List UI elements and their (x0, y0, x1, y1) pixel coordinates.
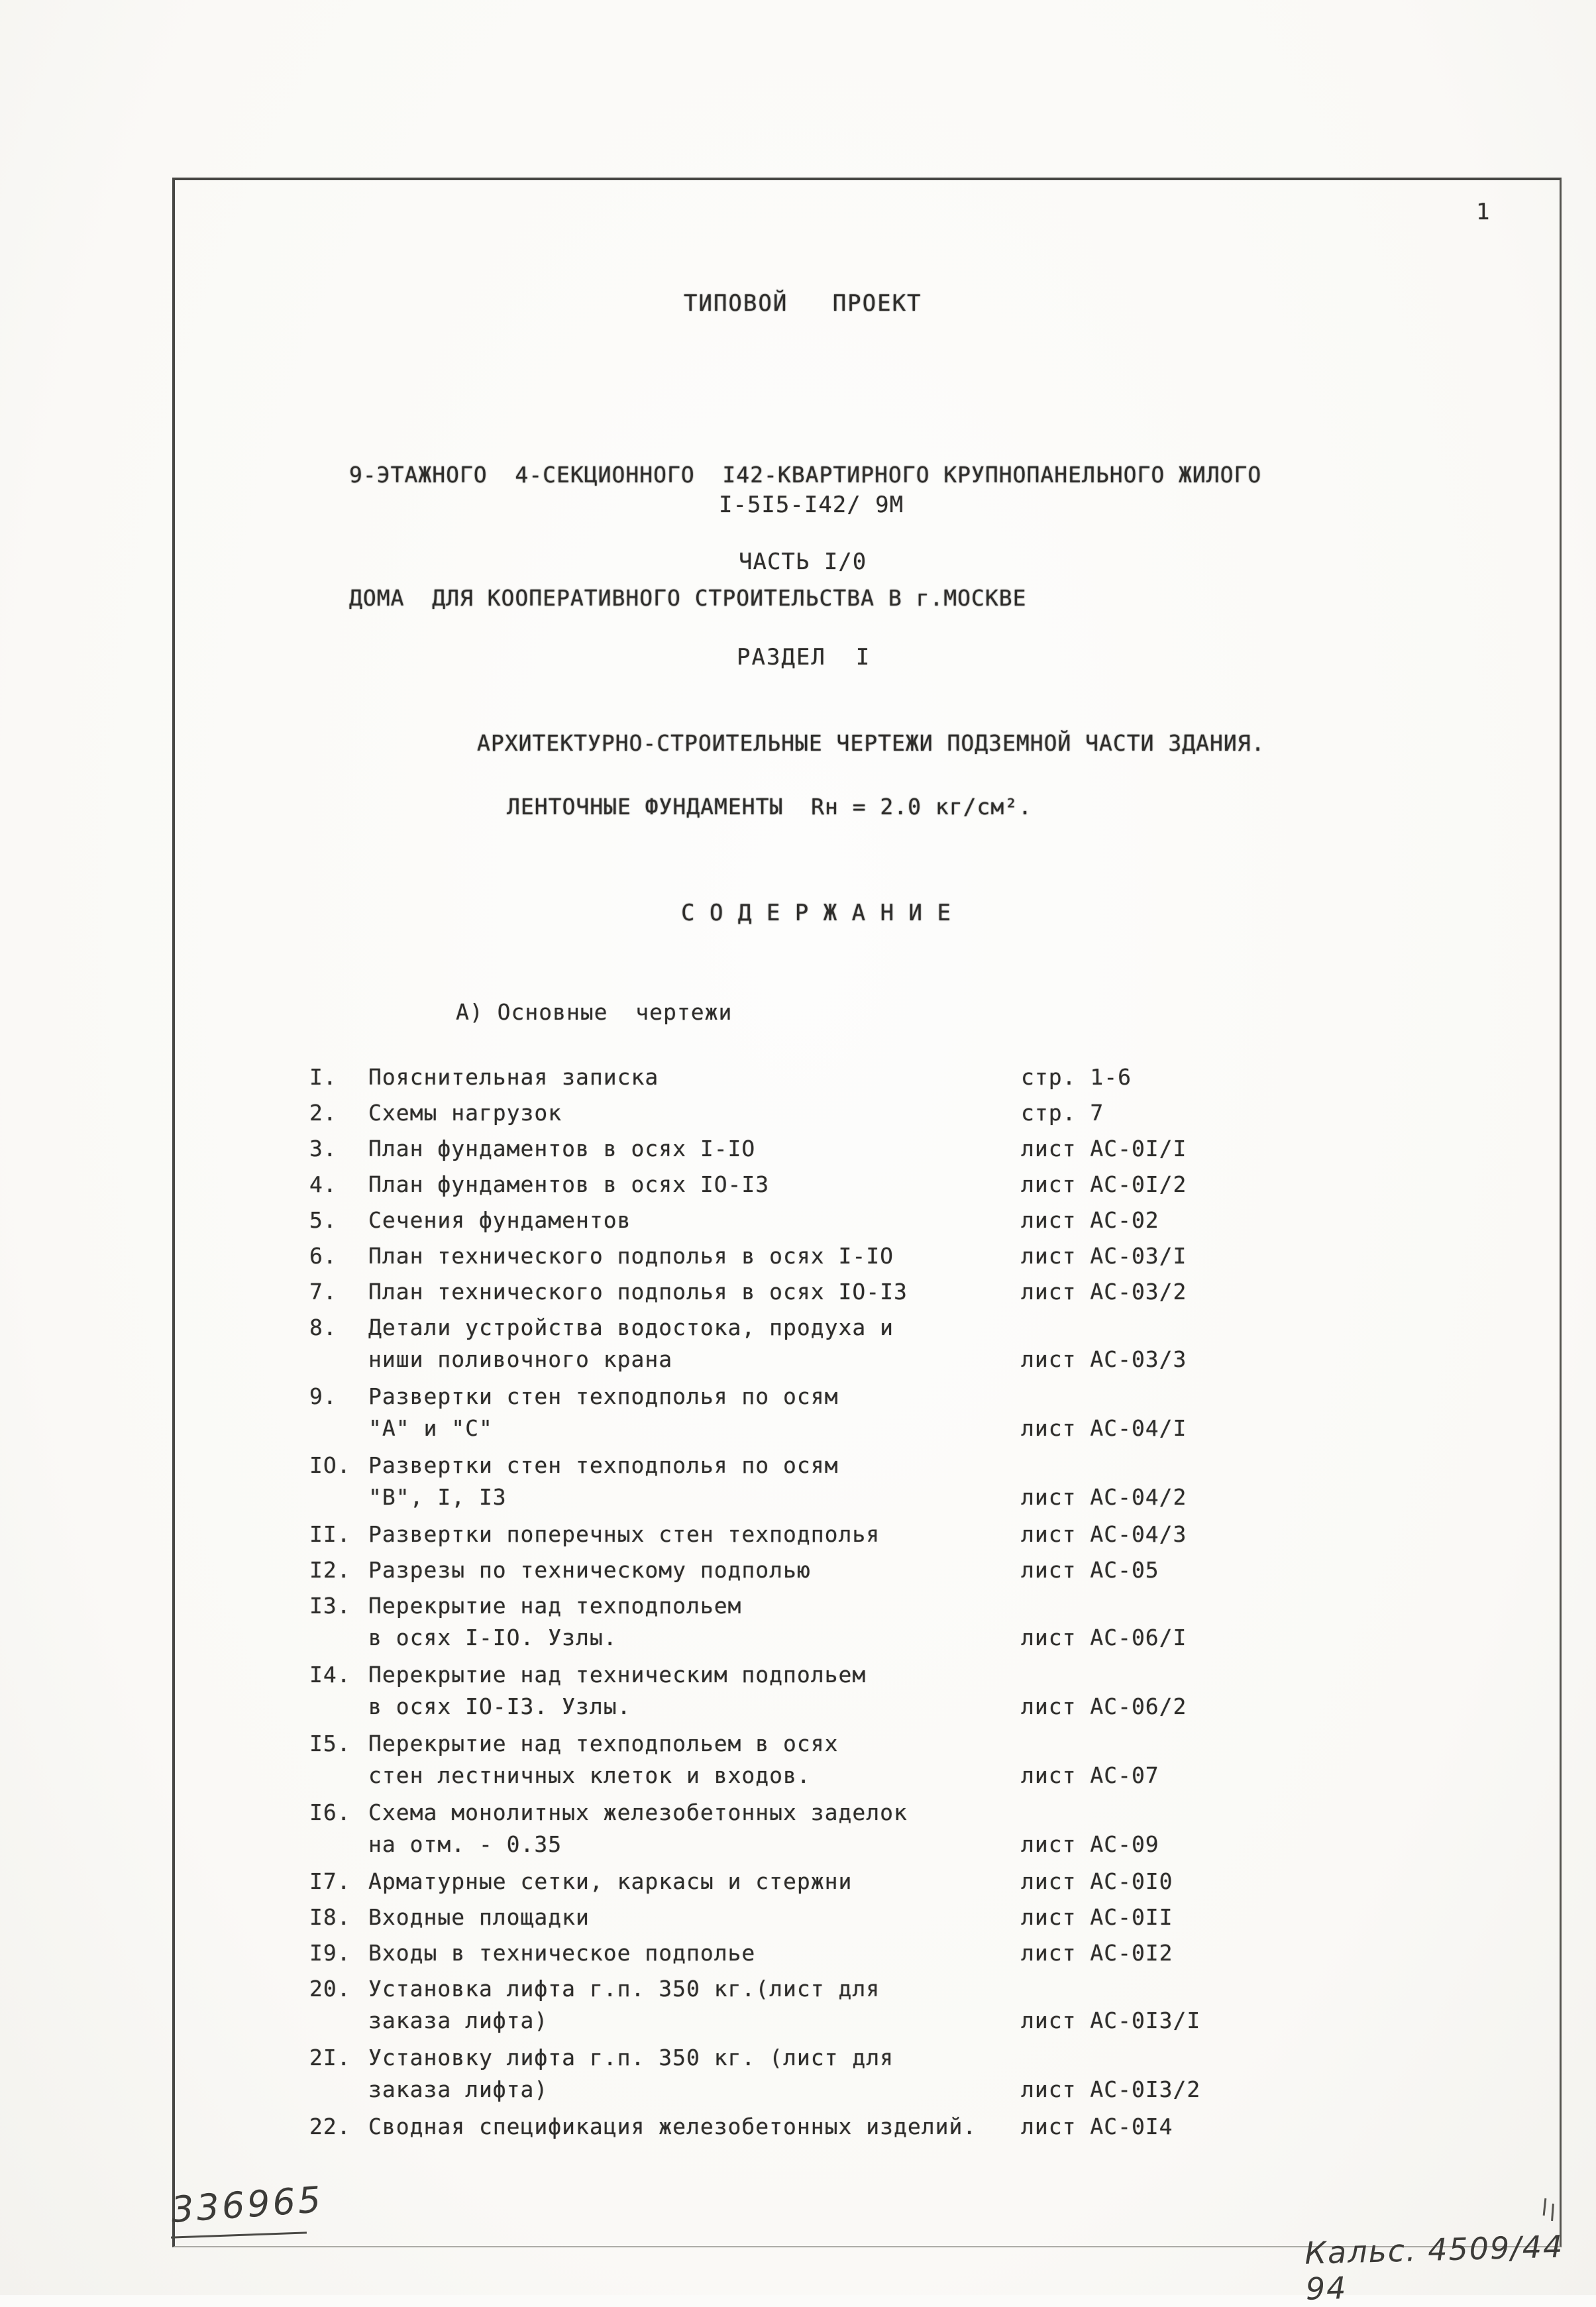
toc-item (309, 1554, 1555, 1586)
toc-item-sheet-ref: лист АС-06/2 (1021, 1693, 1187, 1719)
toc-item-title (368, 1240, 1021, 1272)
toc-item-sheet-ref: лист АС-0I4 (1021, 2114, 1173, 2139)
toc-item (309, 1381, 1555, 1444)
handwritten-note: Кальс. 4509/44 94 (1304, 2228, 1564, 2307)
toc-item-title-line2: в осях IO-I3. Узлы. (368, 1693, 631, 1719)
toc-item-title-line1: Перекрытие над техподпольем в осях (368, 1731, 839, 1756)
toc-item-title (368, 1973, 1021, 2037)
toc-item-sheet-ref: лист АС-04/2 (1021, 1484, 1187, 1510)
toc-item-number: 4. (309, 1171, 337, 1197)
toc-item-title (368, 1133, 1021, 1165)
toc-item-sheet-ref: лист АС-09 (1021, 1831, 1159, 1857)
toc-item-sheet-ref: лист АС-0I0 (1021, 1868, 1173, 1894)
toc-item-title (368, 1312, 1021, 1375)
section-title: АРХИТЕКТУРНО-СТРОИТЕЛЬНЫЕ ЧЕРТЕЖИ ПОДЗЕМНОЙ ЧАСТИ ЗДАНИЯ. (477, 730, 1265, 756)
toc-item (309, 1902, 1555, 1933)
toc-item-number: 9. (309, 1383, 337, 1409)
toc-item-title-line2: на отм. - 0.35 (368, 1831, 562, 1857)
toc-item-sheet-ref: стр. 7 (1021, 1100, 1104, 1126)
toc-item-title-line2: заказа лифта) (368, 2076, 549, 2102)
toc-item-title-line1: Арматурные сетки, каркасы и стержни (368, 1868, 853, 1894)
handwritten-inventory-number: 336965 (170, 2178, 325, 2231)
toc-item-title-line1: План фундаментов в осях IO-I3 (368, 1171, 770, 1197)
toc-item-sheet-ref: лист АС-04/I (1021, 1415, 1187, 1441)
toc-item (309, 1973, 1555, 2037)
toc-item-sheet-ref: лист АС-03/3 (1021, 1346, 1187, 1372)
toc-item (309, 1133, 1555, 1165)
contents-title: С О Д Е Р Ж А Н И Е (681, 900, 951, 926)
pen-marks (1544, 2198, 1564, 2225)
toc-item (309, 1061, 1555, 1093)
toc-item-sheet-ref: лист АС-02 (1021, 1207, 1159, 1233)
toc-item (309, 1240, 1555, 1272)
toc-item-title (368, 1450, 1021, 1513)
toc-item-title (368, 1937, 1021, 1969)
toc-item (309, 1519, 1555, 1550)
toc-item-sheet-ref: лист АС-0I3/2 (1021, 2076, 1201, 2102)
toc-item (309, 1866, 1555, 1898)
toc-item-title-line1: Схемы нагрузок (368, 1100, 562, 1126)
toc-item-title-line2: заказа лифта) (368, 2008, 549, 2033)
toc-item (309, 1097, 1555, 1129)
toc-item-title-line1: Детали устройства водостока, продуха и (368, 1314, 894, 1340)
toc-item-sheet-ref: лист АС-05 (1021, 1557, 1159, 1583)
toc-item-title (368, 1519, 1021, 1550)
toc-item-title-line1: Установку лифта г.п. 350 кг. (лист для (368, 2045, 894, 2070)
toc-item-sheet-ref: стр. 1-6 (1021, 1064, 1132, 1090)
toc-item-title-line2: в осях I-IO. Узлы. (368, 1625, 617, 1650)
toc-item-title-line1: План технического подполья в осях IO-I3 (368, 1279, 908, 1305)
toc-item-title (368, 1659, 1021, 1723)
toc-item-sheet-ref: лист АС-0I3/I (1021, 2008, 1201, 2033)
toc-item (309, 2042, 1555, 2106)
toc-item-sheet-ref: лист АС-0I/2 (1021, 1171, 1187, 1197)
toc-item-sheet-ref: лист АС-0I/I (1021, 1136, 1187, 1161)
toc-item-title (368, 1728, 1021, 1792)
toc-item-number: I2. (309, 1557, 351, 1583)
page-number: 1 (1476, 199, 1491, 225)
toc-item-title-line1: Сводная спецификация железобетонных изделий. (368, 2114, 977, 2139)
toc-item-sheet-ref: лист АС-04/3 (1021, 1521, 1187, 1547)
toc-item-title-line2: "А" и "С" (368, 1415, 493, 1441)
toc-item-number: 5. (309, 1207, 337, 1233)
toc-item (309, 1728, 1555, 1792)
toc-item-number: I3. (309, 1593, 351, 1619)
toc-item-title (368, 1061, 1021, 1093)
toc-item-title-line1: Установка лифта г.п. 350 кг.(лист для (368, 1976, 880, 2002)
toc-item (309, 2111, 1555, 2143)
toc-item-number: I8. (309, 1904, 351, 1930)
toc-item-title-line2: "В", I, I3 (368, 1484, 507, 1510)
toc-item-title-line1: Сечения фундаментов (368, 1207, 631, 1233)
toc-item-number: 8. (309, 1314, 337, 1340)
foundation-note: ЛЕНТОЧНЫЕ ФУНДАМЕНТЫ Rн = 2.0 кг/см². (507, 794, 1032, 820)
toc-item-title-line1: Перекрытие над техническим подпольем (368, 1662, 867, 1688)
toc-item-number: 20. (309, 1976, 351, 2002)
toc-item-number: 7. (309, 1279, 337, 1305)
toc-item-sheet-ref: лист АС-06/I (1021, 1625, 1187, 1650)
toc-item-title-line1: Развертки стен техподполья по осям (368, 1452, 839, 1478)
toc-item-title (368, 1097, 1021, 1129)
toc-item-sheet-ref: лист АС-07 (1021, 1762, 1159, 1788)
toc-item-number: I5. (309, 1731, 351, 1756)
toc-item-title (368, 1169, 1021, 1201)
toc-item (309, 1450, 1555, 1513)
toc-item (309, 1937, 1555, 1969)
toc-item-title-line1: План технического подполья в осях I-IO (368, 1243, 894, 1269)
series-designation: I-5I5-I42/ 9М (719, 492, 904, 518)
group-a-heading: А) Основные чертежи (456, 999, 733, 1025)
toc-item-number: I7. (309, 1868, 351, 1894)
toc-item (309, 1590, 1555, 1654)
toc-item-title (368, 1902, 1021, 1933)
toc-item-sheet-ref: лист АС-03/I (1021, 1243, 1187, 1269)
doc-type-title: ТИПОВОЙ ПРОЕКТ (684, 290, 922, 317)
toc-item-title-line1: Входные площадки (368, 1904, 590, 1930)
toc-item-title-line1: Развертки стен техподполья по осям (368, 1383, 839, 1409)
toc-item-number: I. (309, 1064, 337, 1090)
toc-item-title-line2: ниши поливочного крана (368, 1346, 673, 1372)
toc-item-title-line1: Входы в техническое подполье (368, 1940, 756, 1966)
toc-item-number: IO. (309, 1452, 351, 1478)
toc-item (309, 1797, 1555, 1860)
toc-item-number: 2I. (309, 2045, 351, 2070)
toc-item-sheet-ref: лист АС-0II (1021, 1904, 1173, 1930)
toc-item-title (368, 1205, 1021, 1236)
section-label: РАЗДЕЛ I (737, 644, 871, 671)
toc-item-title (368, 1554, 1021, 1586)
toc-item-sheet-ref: лист АС-0I2 (1021, 1940, 1173, 1966)
toc-item-number: 6. (309, 1243, 337, 1269)
toc-item-number: 3. (309, 1136, 337, 1161)
part-label: ЧАСТЬ I/0 (739, 549, 867, 575)
toc-item-number: I6. (309, 1799, 351, 1825)
toc-item-number: 2. (309, 1100, 337, 1126)
toc-item (309, 1169, 1555, 1201)
toc-item-title-line1: Перекрытие над техподпольем (368, 1593, 742, 1619)
toc-item-title (368, 1276, 1021, 1308)
subject-line-2: ДОМА ДЛЯ КООПЕРАТИВНОГО СТРОИТЕЛЬСТВА В г.МОСКВЕ (349, 585, 1027, 611)
subject-line-1: 9-ЭТАЖНОГО 4-СЕКЦИОННОГО I42-КВАРТИРНОГО КРУПНОПАНЕЛЬНОГО ЖИЛОГО (349, 462, 1262, 488)
toc-item-title (368, 1797, 1021, 1860)
toc-item-title (368, 2042, 1021, 2106)
toc-item-title-line2: стен лестничных клеток и входов. (368, 1762, 811, 1788)
toc-item-title (368, 1381, 1021, 1444)
toc-item (309, 1312, 1555, 1375)
toc-item (309, 1659, 1555, 1723)
toc-item-sheet-ref: лист АС-03/2 (1021, 1279, 1187, 1305)
table-of-contents (309, 1061, 1555, 2147)
toc-item-title-line1: Разрезы по техническому подполью (368, 1557, 811, 1583)
toc-item-title-line1: Развертки поперечных стен техподполья (368, 1521, 880, 1547)
toc-item-number: I9. (309, 1940, 351, 1966)
toc-item-number: 22. (309, 2114, 351, 2139)
toc-item-title (368, 1590, 1021, 1654)
toc-item-title-line1: План фундаментов в осях I-IO (368, 1136, 756, 1161)
toc-item-title (368, 1866, 1021, 1898)
toc-item-title-line1: Пояснительная записка (368, 1064, 659, 1090)
toc-item-title-line1: Схема монолитных железобетонных заделок (368, 1799, 908, 1825)
toc-item-title (368, 2111, 1021, 2143)
toc-item-number: II. (309, 1521, 351, 1547)
toc-item (309, 1276, 1555, 1308)
toc-item-number: I4. (309, 1662, 351, 1688)
toc-item (309, 1205, 1555, 1236)
